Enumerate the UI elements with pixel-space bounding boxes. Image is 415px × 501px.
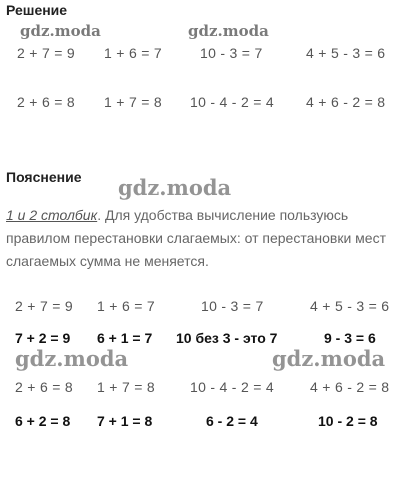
explanation-answer: 7 + 1 = 8 [97, 413, 153, 429]
column-reference: 1 и 2 столбик [6, 207, 98, 223]
explanation-equation: 4 + 5 - 3 = 6 [310, 298, 390, 314]
solution-equation: 10 - 4 - 2 = 4 [190, 94, 274, 110]
solution-equation: 10 - 3 = 7 [200, 45, 263, 61]
solution-equation: 2 + 6 = 8 [17, 94, 75, 110]
explanation-answer: 10 без 3 - это 7 [176, 330, 278, 346]
explanation-text: . Для удобства вычисление пользуюсь правилом перестановки слагаемых: от перестановки мест слагаемых сумма не меняется. [6, 207, 386, 269]
solution-equation: 1 + 6 = 7 [104, 45, 162, 61]
explanation-answer: 7 + 2 = 9 [15, 330, 71, 346]
explanation-heading: Пояснение [6, 169, 82, 185]
watermark: gdz.moda [272, 346, 386, 371]
explanation-paragraph [6, 204, 411, 273]
explanation-equation: 2 + 6 = 8 [15, 379, 73, 395]
explanation-equation: 4 + 6 - 2 = 8 [310, 379, 390, 395]
solution-equation: 2 + 7 = 9 [17, 45, 75, 61]
explanation-equation: 1 + 6 = 7 [97, 298, 155, 314]
explanation-answer: 6 + 1 = 7 [97, 330, 153, 346]
watermark: gdz.moda [15, 346, 129, 371]
solution-heading: Решение [6, 2, 68, 18]
solution-equation: 1 + 7 = 8 [104, 94, 162, 110]
explanation-equation: 10 - 4 - 2 = 4 [190, 379, 274, 395]
explanation-equation: 10 - 3 = 7 [201, 298, 264, 314]
explanation-equation: 1 + 7 = 8 [97, 379, 155, 395]
explanation-answer: 6 - 2 = 4 [206, 413, 258, 429]
watermark: gdz.moda [188, 22, 269, 40]
solution-equation: 4 + 5 - 3 = 6 [306, 45, 386, 61]
explanation-equation: 2 + 7 = 9 [15, 298, 73, 314]
explanation-answer: 9 - 3 = 6 [324, 330, 376, 346]
watermark: gdz.moda [20, 22, 101, 40]
solution-equation: 4 + 6 - 2 = 8 [306, 94, 386, 110]
watermark: gdz.moda [118, 175, 232, 200]
explanation-answer: 10 - 2 = 8 [318, 413, 378, 429]
explanation-answer: 6 + 2 = 8 [15, 413, 71, 429]
